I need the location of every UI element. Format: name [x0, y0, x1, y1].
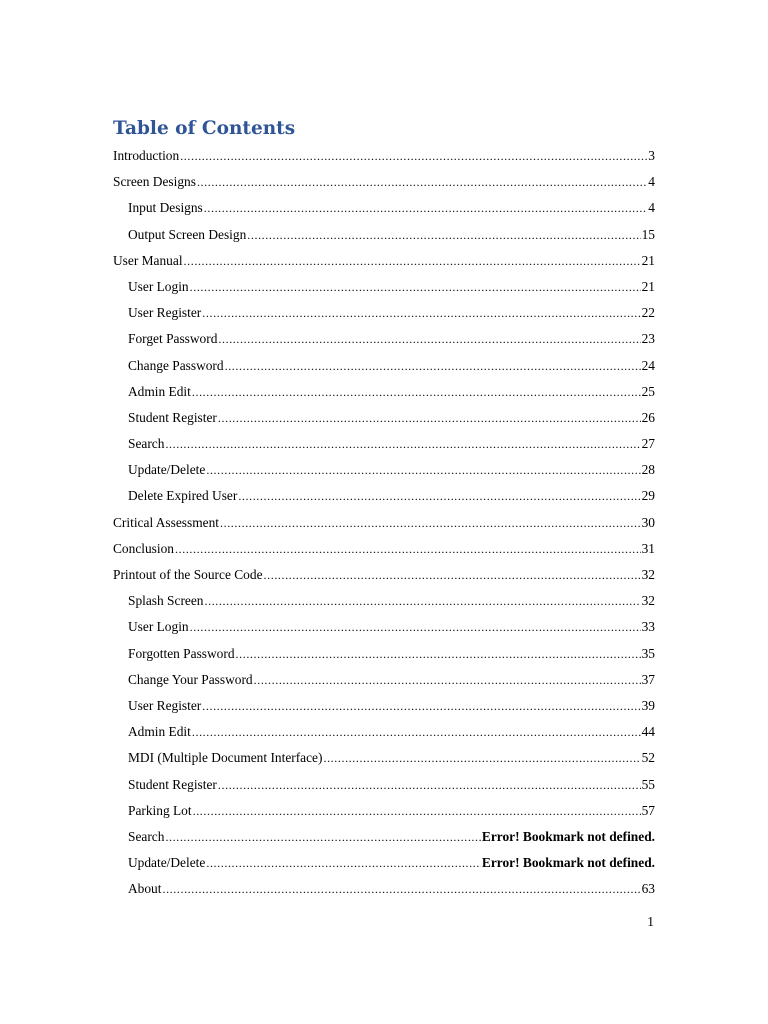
toc-entry-label: Screen Designs: [113, 174, 196, 190]
toc-entry-label: User Register: [128, 697, 202, 713]
toc-entry[interactable]: [113, 274, 655, 300]
toc-entry-page: 26: [641, 409, 655, 425]
toc-dot-leader: [206, 457, 640, 483]
toc-dot-leader: [218, 326, 640, 352]
toc-entry-label: About: [128, 881, 162, 897]
toc-dot-leader: [204, 195, 648, 221]
toc-entry-label: Search: [128, 436, 165, 452]
toc-entry[interactable]: [113, 457, 655, 483]
toc-entry[interactable]: [113, 772, 655, 798]
toc-entry-label: MDI (Multiple Document Interface): [128, 750, 323, 766]
toc-entry-label: Forget Password: [128, 331, 218, 347]
toc-dot-leader: [190, 274, 641, 300]
toc-dot-leader: [218, 772, 641, 798]
toc-entry-page: 23: [641, 331, 655, 347]
toc-dot-leader: [218, 405, 641, 431]
toc-entry-label: User Login: [128, 619, 189, 635]
toc-entry-label: Student Register: [128, 776, 217, 792]
toc-dot-leader: [165, 824, 480, 850]
toc-entry-label: Search: [128, 828, 165, 844]
toc-entry[interactable]: [113, 693, 655, 719]
toc-entry[interactable]: [113, 614, 655, 640]
toc-entry-page: 25: [641, 383, 655, 399]
toc-entry-page: 32: [641, 567, 655, 582]
toc-entry-label: Admin Edit: [128, 383, 191, 399]
toc-entry-page: 28: [641, 462, 655, 478]
toc-entry-label: Introduction: [113, 148, 180, 163]
toc-dot-leader: [225, 353, 641, 379]
toc-entry-page: 55: [641, 776, 655, 792]
toc-entry[interactable]: [113, 850, 655, 876]
toc-entry[interactable]: [113, 222, 655, 248]
toc-entry[interactable]: [113, 195, 655, 221]
toc-entry-page: 39: [641, 697, 655, 713]
toc-entry[interactable]: [113, 824, 655, 850]
toc-entry-label: Output Screen Design: [128, 226, 247, 242]
toc-dot-leader: [220, 510, 641, 536]
toc-entry-label: Update/Delete: [128, 855, 206, 871]
toc-entry[interactable]: [113, 353, 655, 379]
toc-dot-leader: [206, 850, 481, 876]
toc-dot-leader: [162, 876, 640, 902]
toc-dot-leader: [238, 483, 640, 509]
toc-entry[interactable]: [113, 667, 655, 693]
toc-entry-label: Admin Edit: [128, 724, 191, 740]
toc-dot-leader: [264, 562, 641, 588]
toc-entry[interactable]: [113, 379, 655, 405]
toc-dot-leader: [202, 300, 640, 326]
toc-entry-label: Conclusion: [113, 540, 175, 556]
toc-entry[interactable]: [113, 143, 655, 169]
toc-entry-label: Forgotten Password: [128, 645, 235, 661]
toc-entry-page: 57: [641, 802, 655, 818]
toc-entry[interactable]: [113, 562, 655, 588]
toc-list: [113, 143, 655, 902]
toc-dot-leader: [205, 588, 641, 614]
toc-entry[interactable]: [113, 588, 655, 614]
toc-entry-label: User Login: [128, 278, 189, 294]
toc-entry-page: 27: [641, 436, 655, 452]
toc-dot-leader: [197, 169, 647, 195]
toc-entry-page: 33: [641, 619, 655, 635]
toc-entry-page: 29: [641, 488, 655, 504]
toc-entry[interactable]: [113, 483, 655, 509]
toc-entry-label: User Register: [128, 305, 202, 321]
toc-entry-page: 24: [641, 357, 655, 373]
toc-dot-leader: [254, 667, 641, 693]
toc-dot-leader: [192, 719, 641, 745]
toc-entry-label: User Manual: [113, 252, 183, 268]
toc-entry[interactable]: [113, 745, 655, 771]
toc-dot-leader: [192, 379, 641, 405]
toc-dot-leader: [202, 693, 640, 719]
toc-dot-leader: [175, 536, 641, 562]
toc-dot-leader: [180, 143, 647, 169]
toc-dot-leader: [184, 248, 641, 274]
toc-entry[interactable]: [113, 719, 655, 745]
toc-entry[interactable]: [113, 326, 655, 352]
toc-entry[interactable]: [113, 510, 655, 536]
toc-entry-page: 3: [648, 148, 655, 163]
toc-entry-label: Input Designs: [128, 200, 203, 216]
toc-entry[interactable]: [113, 300, 655, 326]
toc-dot-leader: [193, 798, 641, 824]
toc-entry-page: Error! Bookmark not defined.: [481, 828, 655, 844]
toc-entry[interactable]: [113, 536, 655, 562]
toc-dot-leader: [236, 641, 641, 667]
toc-entry[interactable]: [113, 876, 655, 902]
toc-entry-page: 15: [641, 226, 655, 242]
toc-entry-page: 21: [641, 278, 655, 294]
toc-entry[interactable]: [113, 798, 655, 824]
toc-entry-label: Splash Screen: [128, 593, 204, 609]
toc-entry-label: Student Register: [128, 409, 217, 425]
toc-entry-page: 63: [641, 881, 655, 897]
toc-entry-page: 37: [641, 671, 655, 687]
toc-entry-page: 44: [641, 724, 655, 740]
toc-dot-leader: [190, 614, 641, 640]
toc-entry-page: 30: [641, 514, 655, 530]
toc-entry-page: 4: [648, 174, 655, 190]
toc-entry-label: Update/Delete: [128, 462, 206, 478]
toc-entry-label: Printout of the Source Code: [113, 567, 263, 582]
toc-entry[interactable]: [113, 169, 655, 195]
toc-entry-page: 4: [648, 200, 655, 216]
toc-entry-page: 52: [641, 750, 655, 766]
toc-entry-page: 35: [641, 645, 655, 661]
toc-entry[interactable]: [113, 405, 655, 431]
toc-title: Table of Contents: [113, 118, 296, 139]
toc-dot-leader: [165, 431, 640, 457]
page-number: 1: [647, 914, 654, 929]
toc-entry-page: 21: [641, 252, 655, 268]
toc-entry[interactable]: [113, 641, 655, 667]
toc-entry-page: 31: [641, 540, 655, 556]
toc-entry-page: Error! Bookmark not defined.: [481, 855, 655, 871]
toc-dot-leader: [323, 745, 640, 771]
toc-entry-page: 32: [641, 593, 655, 609]
toc-entry-label: Change Your Password: [128, 671, 253, 687]
toc-entry-label: Critical Assessment: [113, 514, 219, 530]
toc-entry[interactable]: [113, 431, 655, 457]
toc-entry[interactable]: [113, 248, 655, 274]
toc-entry-label: Parking Lot: [128, 802, 192, 818]
toc-entry-label: Change Password: [128, 357, 224, 373]
toc-dot-leader: [247, 222, 640, 248]
toc-entry-page: 22: [641, 305, 655, 321]
toc-entry-label: Delete Expired User: [128, 488, 238, 504]
